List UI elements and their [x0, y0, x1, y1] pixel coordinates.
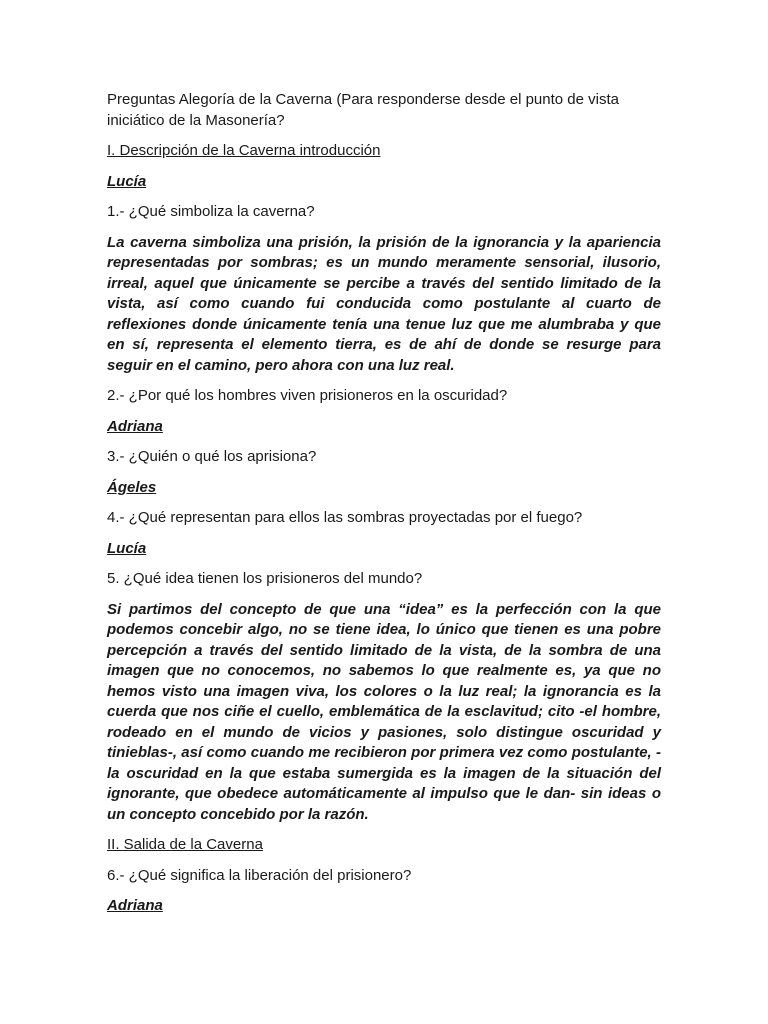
author-name: Ágeles [107, 478, 157, 496]
section-heading-salida: II. Salida de la Caverna [107, 836, 263, 853]
question-3: 3.- ¿Quién o qué los aprisiona? [107, 448, 317, 465]
author-name: Lucía [107, 172, 147, 190]
document-title: Preguntas Alegoría de la Caverna (Para responderse desde el punto de vista iniciático de la Masonería? [107, 91, 619, 129]
section-heading-descripcion: I. Descripción de la Caverna introducción [107, 142, 381, 159]
author-name: Adriana [107, 417, 163, 435]
author-name: Adriana [107, 897, 163, 914]
question-4: 4.- ¿Qué representan para ellos las sombras proyectadas por el fuego? [107, 509, 583, 526]
answer-5: Si partimos del concepto de que una “idea” es la perfección con la que podemos concebir algo, no se tiene idea, lo único que tienen es una pobre percepción a través del sentido limitado de la vista, de la sombra de una imagen que no conocemos, no sabemos lo que realmente es, ya que no hemos visto una imagen viva, los colores o la luz real; la ignorancia es la cuerda que nos ciñe el cuello, emblemática de la esclavitud; cito -el hombre, rodeado en el mundo de vicios y pasiones, solo distingue oscuridad y tinieblas-, así como cuando me recibieron por primera vez como postulante, -la oscuridad en la que estaba sumergida es la imagen de la situación del ignorante, que obedece automáticamente al impulso que le dan- sin ideas o un concepto concebido por la razón. [107, 600, 661, 823]
question-6: 6.- ¿Qué significa la liberación del prisionero? [107, 866, 412, 884]
question-2: 2.- ¿Por qué los hombres viven prisioneros en la oscuridad? [107, 387, 508, 404]
question-1: 1.- ¿Qué simboliza la caverna? [107, 203, 315, 220]
question-5: 5. ¿Qué idea tienen los prisioneros del mundo? [107, 570, 423, 587]
answer-1: La caverna simboliza una prisión, la prisión de la ignorancia y la apariencia representadas por sombras; es un mundo meramente sensorial, ilusorio, irreal, aquel que únicamente se percibe a través del sentido limitado de la vista, así como cuando fui conducida como postulante al cuarto de reflexiones donde únicamente tenía una tenue luz que me alumbraba y que en sí, representa el elemento tierra, es de ahí de donde se resurge para seguir en el camino, pero ahora con una luz real. [107, 233, 661, 374]
document-page [107, 90, 661, 927]
author-name: Lucía [107, 539, 147, 557]
